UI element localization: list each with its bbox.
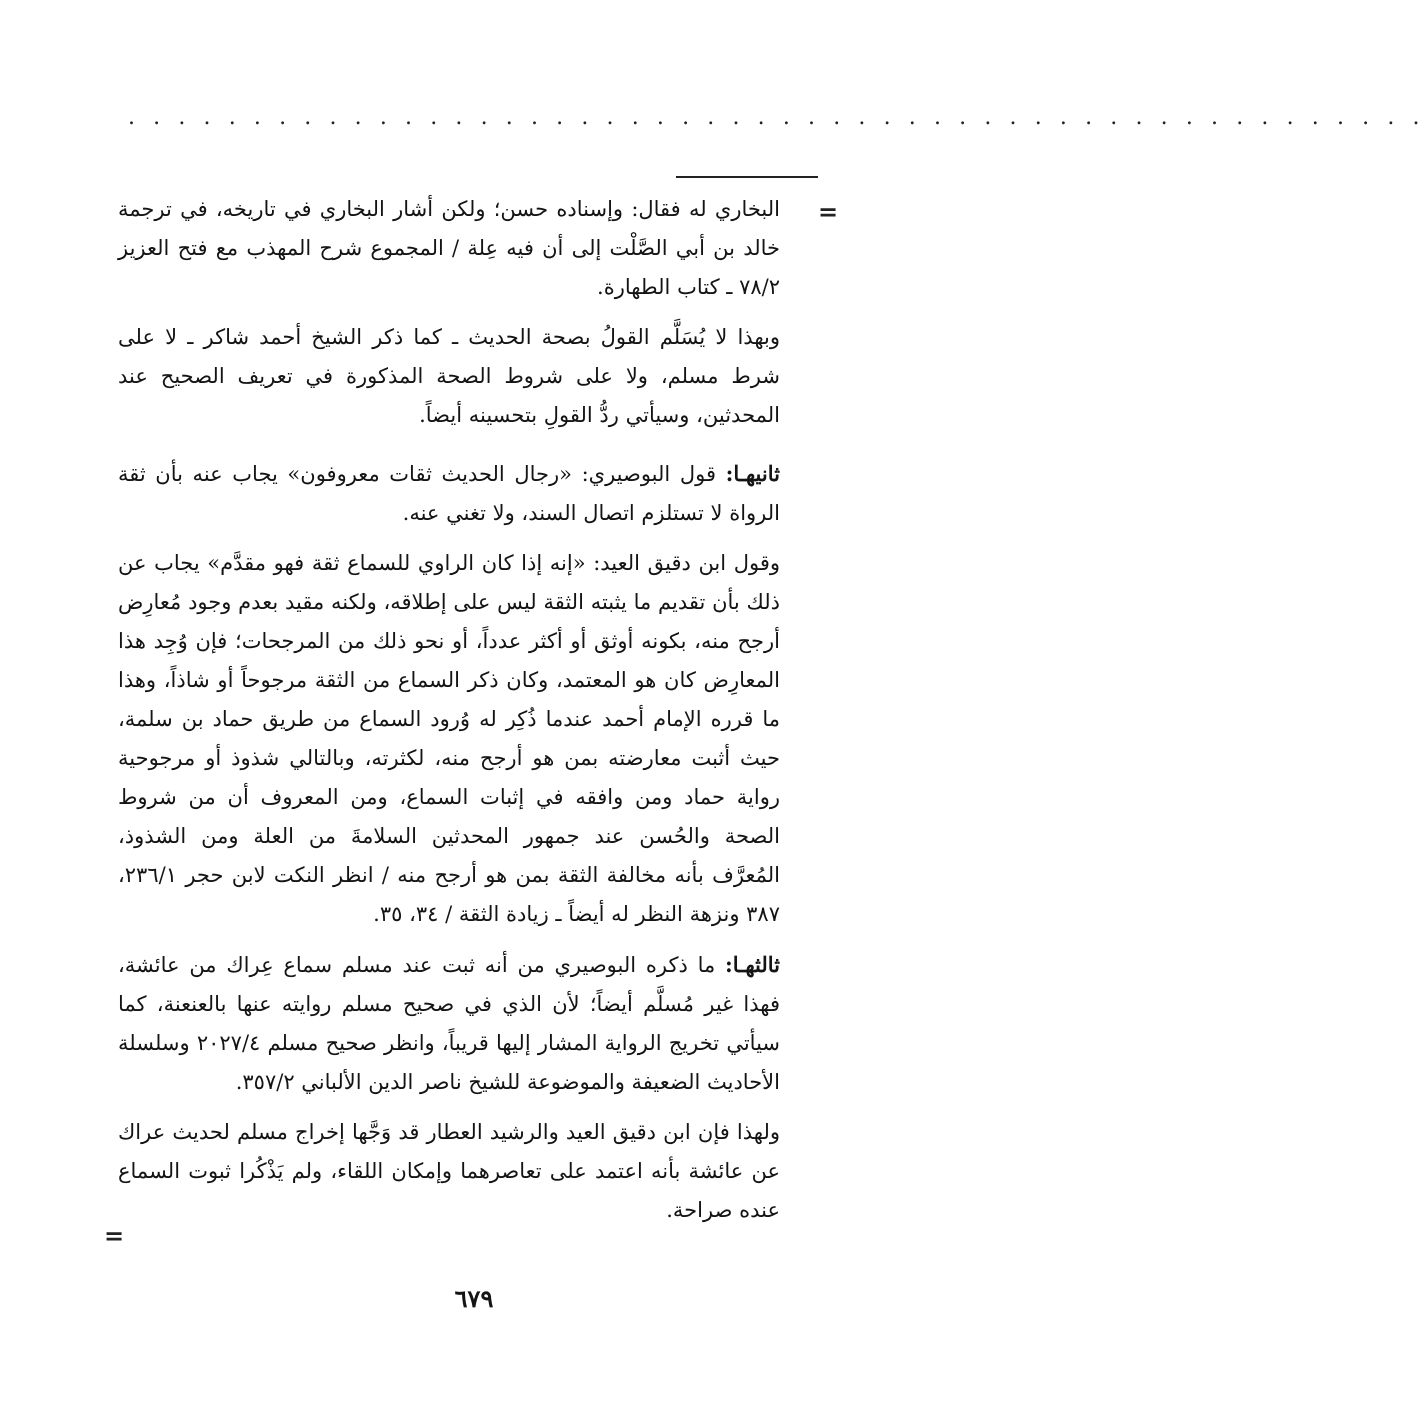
footnote-continuation — [118, 190, 780, 446]
third-point-lead: ثالثهـا: — [725, 952, 780, 977]
paragraph-conclusion: ولهذا فإن ابن دقيق العيد والرشيد العطار قد وَجَّها إخراج مسلم لحديث عراك عن عائشة بأنه اعتمد على تعاصرهما وإمكان اللقاء، ولم يَذْكُرا ثبوت السماع عنده صراحة. — [118, 1120, 780, 1222]
footnote-paragraph-1: البخاري له فقال: وإسناده حسن؛ ولكن أشار البخاري في تاريخه، في ترجمة خالد بن أبي الصَّلْت إلى أن فيه عِلة / المجموع شرح المهذب مع فتح العزيز ٧٨/٢ ـ كتاب الطهارة. — [118, 197, 780, 299]
page-number: ٦٧٩ — [454, 1284, 494, 1313]
second-point-lead: ثانيهـا: — [725, 461, 780, 486]
footnote-paragraph-2: وبهذا لا يُسَلَّم القولُ بصحة الحديث ـ كما ذكر الشيخ أحمد شاكر ـ لا على شرط مسلم، ولا على شروط الصحة المذكورة في تعريف الصحيح عند المحدثين، وسيأتي ردُّ القولِ بتحسينه أيضاً. — [118, 325, 780, 427]
third-point-text: ما ذكره البوصيري من أنه ثبت عند مسلم سماع عِراك من عائشة، فهذا غير مُسلَّم أيضاً؛ لأن الذي في صحيح مسلم روايته عنها بالعنعنة، كما سيأتي تخريج الرواية المشار إليها قريباً، وانظر صحيح مسلم ٢٠٢٧/٤ وسلسلة الأحاديث الضعيفة والموضوعة للشيخ ناصر الدين الألباني ٣٥٧/٢. — [118, 953, 781, 1094]
second-point-text: قول البوصيري: «رجال الحديث ثقات معروفون» يجاب عنه بأن ثقة الرواة لا تستلزم اتصال السند، ولا تغني عنه. — [118, 462, 780, 525]
footnote-rule — [676, 176, 818, 178]
main-text — [118, 454, 780, 1241]
paragraph-second-point — [118, 454, 780, 533]
continuation-mark-bottom: = — [104, 1221, 125, 1250]
separator-dots: . . . . . . . . . . . . . . . . . . . . . . . . . . . . . . . . . . . . . . . . . . . . . . . . . . . . — [128, 105, 1425, 130]
paragraph-ibn-daqiq: وقول ابن دقيق العيد: «إنه إذا كان الراوي للسماع ثقة فهو مقدَّم» يجاب عن ذلك بأن تقديم ما يثبته الثقة ليس على إطلاقه، ولكنه مقيد بعدم وجود مُعارِض أرجح منه، بكونه أوثق أو أكثر عدداً، أو نحو ذلك من المرجحات؛ فإن وُجِد هذا المعارِض كان هو المعتمد، وكان ذكر السماع من الثقة مرجوحاً أو شاذاً، وهذا ما قرره الإمام أحمد عندما ذُكِر له وُرود السماع من طريق حماد بن سلمة، حيث أثبت معارضته بمن هو أرجح منه، لكثرته، وبالتالي شذوذ أو مرجوحية رواية حماد ومن وافقه في إثبات السماع، ومن المعروف أن من شروط الصحة والحُسن عند جمهور المحدثين السلامةَ من العلة ومن الشذوذ، المُعرَّف بأنه مخالفة الثقة بمن هو أرجح منه / انظر النكت لابن حجر ٢٣٦/١، ٣٨٧ ونزهة النظر له أيضاً ـ زيادة الثقة / ٣٤، ٣٥. — [118, 551, 780, 926]
paragraph-third-point — [118, 945, 780, 1102]
continuation-mark-top: = — [818, 197, 839, 226]
